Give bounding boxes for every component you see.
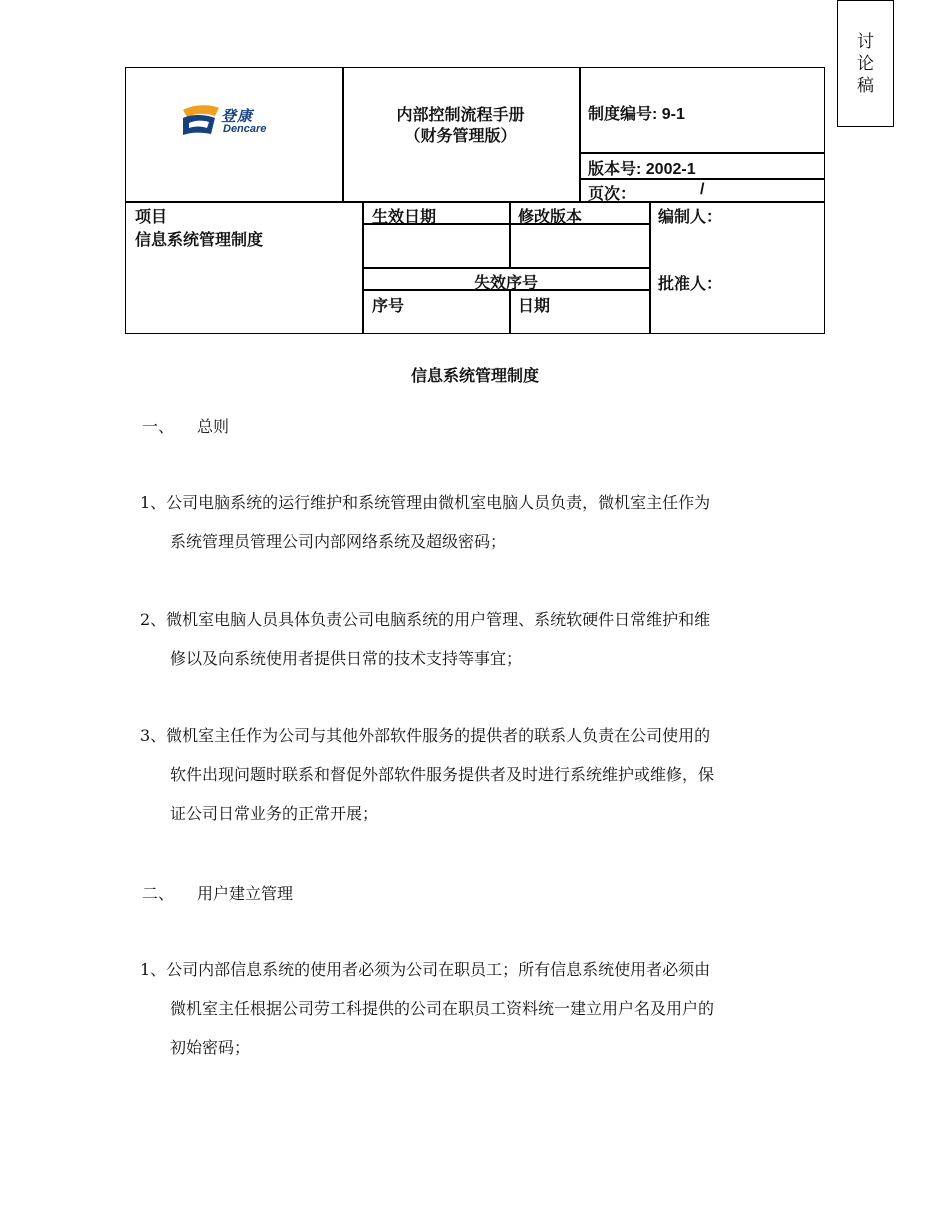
stamp-char: 稿: [857, 76, 874, 96]
header-table: [125, 67, 825, 334]
serial-label: 序号: [372, 298, 405, 315]
logo-mark-icon: [181, 104, 221, 138]
section-number: 一、: [142, 417, 175, 436]
page-label: 页次：: [588, 186, 637, 203]
paragraph-line: 微机室主任根据公司劳工科提供的公司在职员工资料统一建立用户名及用户的: [170, 999, 715, 1018]
paragraph-line: 系统管理员管理公司内部网络系统及超级密码；: [170, 532, 507, 551]
section-title: 总则: [197, 417, 230, 436]
draft-stamp: [837, 0, 894, 127]
revision-label: 修改版本: [518, 209, 583, 226]
paragraph-line: 证公司日常业务的正常开展；: [170, 804, 379, 823]
author-label: 编制人：: [658, 209, 723, 226]
effective-date-label: 生效日期: [372, 209, 437, 226]
paragraph-line: 3、微机室主任作为公司与其他外部软件服务的提供者的联系人负责在公司使用的: [140, 726, 711, 745]
section-heading: [142, 881, 293, 904]
company-logo: [181, 104, 281, 138]
paragraph: [140, 483, 812, 561]
item-value: 信息系统管理制度: [135, 232, 264, 249]
section-number: 二、: [142, 884, 175, 903]
approver-label: 批准人：: [658, 276, 723, 293]
manual-title: [342, 105, 579, 147]
paragraph-line: 1、公司电脑系统的运行维护和系统管理由微机室电脑人员负责，微机室主任作为: [140, 493, 711, 512]
logo-chinese-name: 登康: [221, 107, 254, 125]
section-title: 用户建立管理: [197, 884, 294, 903]
stamp-char: 讨: [857, 32, 874, 52]
paragraph-line: 2、微机室电脑人员具体负责公司电脑系统的用户管理、系统软硬件日常维护和维: [140, 610, 711, 629]
document-title: 信息系统管理制度: [410, 366, 539, 385]
page-separator: /: [700, 181, 705, 198]
manual-title-line1: 内部控制流程手册: [396, 107, 525, 124]
expiry-number-label: 失效序号: [473, 275, 538, 292]
paragraph: [140, 950, 812, 1067]
date-label: 日期: [518, 298, 551, 315]
paragraph-line: 初始密码；: [170, 1038, 251, 1057]
stamp-char: 论: [857, 54, 874, 74]
logo-english-name: Dencare: [223, 123, 267, 135]
paragraph: [140, 716, 812, 833]
version-number: 版本号: 2002-1: [588, 161, 696, 178]
manual-title-line2: （财务管理版）: [404, 128, 517, 145]
paragraph-line: 软件出现问题时联系和督促外部软件服务提供者及时进行系统维护或维修，保: [170, 765, 715, 784]
item-label: 项目: [135, 209, 168, 226]
paragraph-line: 修以及向系统使用者提供日常的技术支持等事宜；: [170, 649, 523, 668]
paragraph: [140, 600, 812, 678]
section-heading: [142, 414, 229, 437]
paragraph-line: 1、公司内部信息系统的使用者必须为公司在职员工；所有信息系统使用者必须由: [140, 960, 711, 979]
doc-number: 制度编号: 9-1: [588, 106, 685, 123]
